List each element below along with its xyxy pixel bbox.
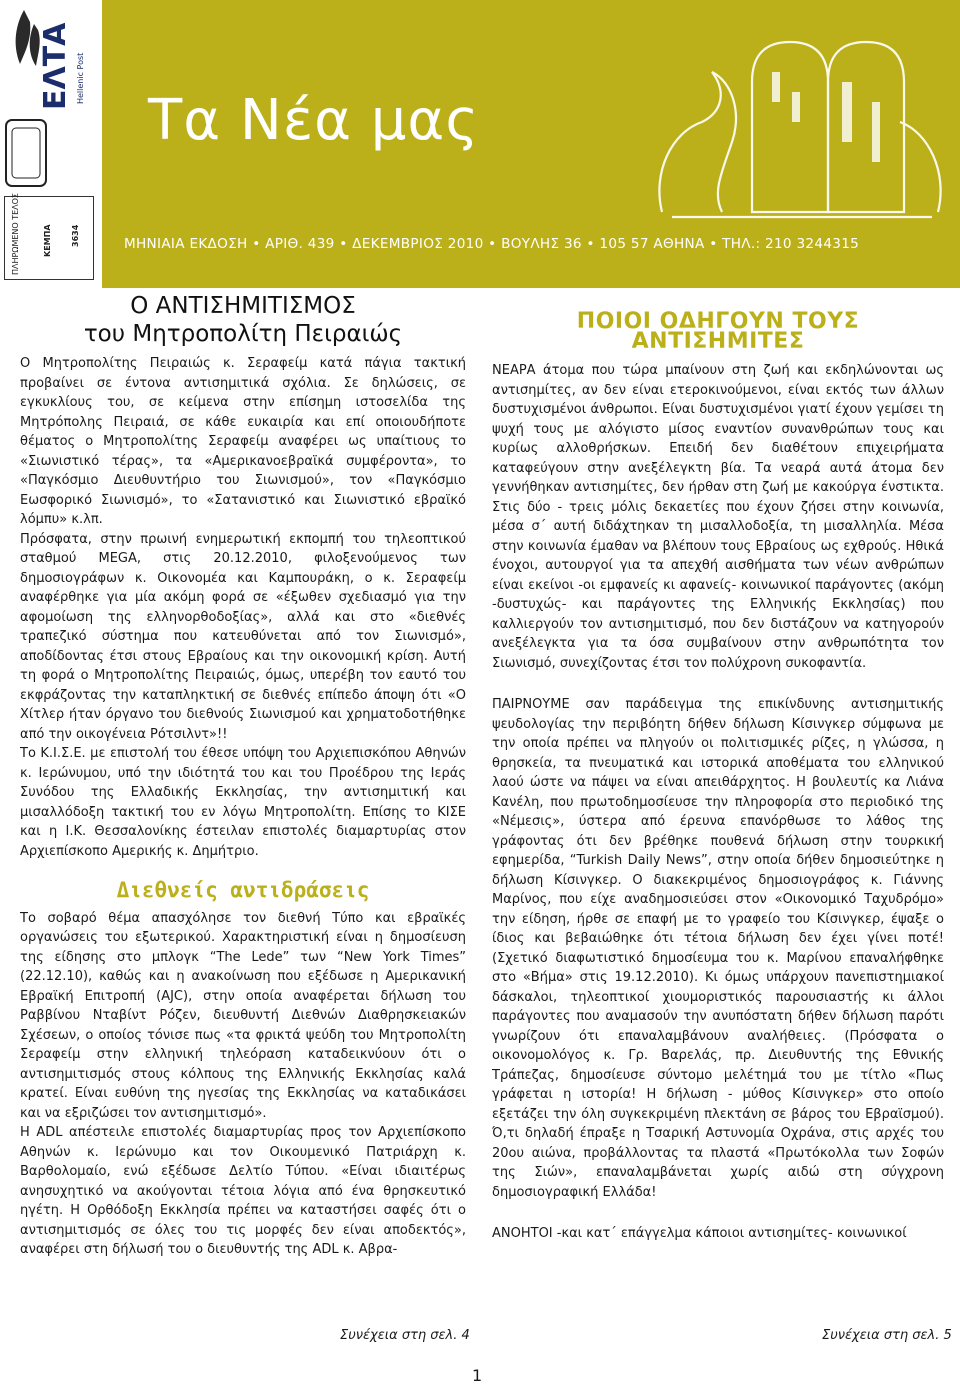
periodicals-badge [4,118,48,188]
right-article-title: ΠΟΙΟΙ ΟΔΗΓΟΥΝ ΤΟΥΣ ΑΝΤΙΣΗΜΙΤΕΣ [576,309,860,354]
section-title-international: Διεθνείς αντιδράσεις [116,878,370,902]
paid-label: ΠΛΗΡΩΜΕΝΟ ΤΕΛΟΣ [11,193,20,275]
elta-logo-text: ΕΛΤΑ [38,22,73,110]
article-paragraph-1: Ο Μητροπολίτης Πειραιώς κ. Σεραφείμ κατά πάγια τακτική προβαίνει σε έντονα αντισημιτικά σχόλια. Σε δηλώσεις, σε εγκυκλίους του, σε κείμενα στην επίσημη ιστοσελίδα της Μητρόπολης Πειραιά, σε κάθε ευκαιρία και επί οποιουδήποτε θέματος ο Μητροπολίτης Σεραφείμ αναφέρει ως υπαίτιους το «Σιωνιστικό τέρας», τα «Αμερικανοεβραϊκά συμφέροντα», το «Παγκόσμιο Διευθυντήριο του Σιωνισμού», τον «Παγκόσμιο Εωσφορικό Σιωνισμό», το «Σατανιστικό και Σιωνιστικό εβραϊκό λόμπυ» κ.λπ. [20,356,466,527]
page-number: 1 [472,1366,483,1385]
right-continued-note: Συνέχεια στη σελ. 5 [822,1328,952,1343]
paid-code: ΚΕΜΠΑ [43,224,52,257]
article-title-line2: του Μητροπολίτη Πειραιώς [83,321,403,347]
masthead-title: Τα Νέα μας [148,88,480,153]
left-column [20,292,466,1260]
right-paragraph-3: ΑΝΟΗΤΟΙ -και κατ΄ επάγγελμα κάποιοι αντισημίτες- κοινωνικοί [492,1226,907,1241]
article-title-line1: Ο ΑΝΤΙΣΗΜΙΤΙΣΜΟΣ [130,293,356,319]
masthead-info-line: ΜΗΝΙΑΙΑ ΕΚΔΟΣΗ • ΑΡΙΘ. 439 • ΔΕΚΕΜΒΡΙΟΣ 2010 • ΒΟΥΛΗΣ 36 • 105 57 ΑΘΗΝΑ • ΤΗΛ.: 210 3244315 [124,236,860,252]
article-paragraph-3: Το Κ.Ι.Σ.Ε. με επιστολή του έθεσε υπόψη του Αρχιεπισκόπου Αθηνών κ. Ιερώνυμου, υπό την ιδιότητά του και του Προέδρου της Ιεράς Συνόδου της Ελλαδικής Εκκλησίας, την αντισημιτική και μισαλλόδοξη τακτική του εν λόγω Μητροπολίτη. Επίσης το ΚΙΣΕ και η Ι.Κ. Θεσσαλονίκης έστειλαν επιστολές διαμαρτυρίας στον Αρχιεπίσκοπο Αμερικής κ. Δημήτριο. [20,746,466,859]
elta-logo-subtitle: Hellenic Post [76,52,85,104]
article-paragraph-2: Πρόσφατα, στην πρωινή ενημερωτική εκπομπή του τηλεοπτικού σταθμού MEGA, στις 20.12.2010, φιλοξενούμενος των δημοσιογράφων κ. Οικονομέα και Καμπουράκη, ο κ. Σεραφείμ αναφέρθηκε για μία ακόμη φορά σε «έξωθεν σχεδιασμό για την αφομοίωση της ελληνορθοδοξίας», αλλά και στο «διεθνές τραπεζικό σύστημα που κατευθύνεται από τον Σιωνισμό», αποδίδοντας έτσι στους Εβραίους και την οικονομική κρίση. Αυτή τη φορά ο Μητροπολίτης Πειραιώς, όμως, υπερέβη τον εαυτό του εκφράζοντας την καταπληκτική σε διεθνές επίπεδο άποψη ότι «Ο Χίτλερ ήταν όργανο του διεθνούς Σιωνισμού και χρηματοδοτήθηκε από την οικογένεια Ρότσιλντ»!! [20,531,466,742]
masthead [102,0,960,288]
paid-number: 3634 [71,224,80,247]
article-paragraph-4: Το σοβαρό θέμα απασχόλησε τον διεθνή Τύπο και εβραϊκές οργανώσεις του εξωτερικού. Χαρακτηριστική είναι η δημοσίευση της είδησης στο μπλογκ “The Lede” των “New York Times” (22.12.10), καθώς και η ανακοίνωση που εξέδωσε η Αμερικανική Εβραϊκή Επιτροπή (AJC), στην οποία αναφέρεται δήλωση του Ραββίνου Νταβίντ Ρόζεν, διευθυντή Διεθνών Διαθρησκειακών Σχέσεων, ο οποίος τόνισε πως «τα φρικτά ψεύδη του Μητροπολίτη Σεραφείμ στην ελληνική τηλεόραση καταδεικνύουν ότι ο αντισημιτισμός στους κόλπους της Ελληνικής Εκκλησίας καλά κρατεί. Είναι ευθύνη της ηγεσίας της Εκκλησίας να καταδικάσει και να εξριζώσει τον αντισημιτισμό». [20,910,466,1121]
right-column [492,292,944,1244]
tablets-emblem [632,12,957,232]
postage-paid-box [4,193,94,280]
postal-strip [0,0,100,290]
article-paragraph-5: Η ADL απέστειλε επιστολές διαμαρτυρίας προς τον Αρχιεπίσκοπο Αθηνών κ. Ιερώνυμο και τον Οικουμενικό Πατριάρχη κ. Βαρθολομαίο, ενώ εξέδωσε Δελτίο Τύπου. «Είναι ιδιαιτέρως ανησυχητικό να ακούγονται τέτοια λόγια από ένα θρησκευτικό ηγέτη. Η Ορθόδοξη Εκκλησία πρέπει να καταστήσει σαφές ότι ο αντισημιτισμός σε όλες του τις μορφές δεν είναι αποδεκτός», αναφέρει στη δήλωσή του ο διευθυντής της ADL κ. Αβρα- [20,1125,466,1257]
right-paragraph-2: ΠΑΙΡΝΟΥΜΕ σαν παράδειγμα της επικίνδυνης αντισημιτικής ψευδολογίας την περιβόητη δήθεν δήλωση Κίσινγκερ σύμφωνα με την οποία πρέπει να πληγούν οι πολιτισμικές ρίζες, η γλώσσα, η θρησκεία, τα πνευματικά και ιστορικά αποθέματα του ελληνικού λαού ώστε να πάψει να είναι απειθάρχητος. Η βουλευτίς κα Λιάνα Κανέλη, που πρωτοδημοσίευσε την πληροφορία στο περιοδικό της «Νέμεσις», ύστερα από έρευνα επανόρθωσε το λάθος της γράφοντας ότι δεν βρέθηκε πουθενά δήλωση στην τουρκική εφημερίδα, “Turkish Daily News”, στην οποία δήθεν δημοσιεύτηκε η δήλωση Κίσινγκερ. Ο διακεκριμένος δημοσιογράφος κ. Γιάννης Μαρίνος, που είχε αναδημοσιεύσει στον «Οικονομικό Ταχυδρόμο» την είδηση, ήρθε σε επαφή με το γραφείο του Κίσινγκερ, έψαξε ο ίδιος και βεβαιώθηκε ότι τέτοια δήλωση δεν έχει γίνει ποτέ! (Σχετικό διαφωτιστικό δημοσίευμα του κ. Μαρίνου επαναλήφθηκε στο «Βήμα» στις 19.12.2010). Κι όμως υπάρχουν πανεπιστημιακοί δάσκαλοι, τηλεοπτικοί χιουμοριστικός παρουσιαστής κι άλλοι παράγοντες που αναμασούν την ανυπόστατη δήθεν δήλωση παρότι γνωρίζουν ότι επαναλαμβάνουν αναλήθειες. (Πρόσφατα ο οικονομολόγος κ. Γρ. Βαρελάς, πρ. Διευθυντής της Εθνικής Τράπεζας, δημοσίευσε σύντομο μελέτημά του με τίτλο «Πως γράφεται η ιστορία! Η δήλωση - μύθος Κίσινγκερ» στο οποίο εξετάζει την όλη συγκεκριμένη πλεκτάνη σε βάρος του Εβραϊσμού). Ό,τι δηλαδή έπραξε η Τσαρική Αστυνομία Οχράνα, στις αρχές του 20ου αιώνα, προβάλλοντας τα πλαστά «Πρωτόκολλα των Σοφών της Σιών», επαναλαμβάνεται χωρίς αιδώ στη σύγχρονη δημοσιογραφική Ελλάδα! [492,697,944,1200]
left-continued-note: Συνέχεια στη σελ. 4 [340,1328,470,1343]
right-paragraph-1: ΝΕΑΡΑ άτομα που τώρα μπαίνουν στη ζωή και εκδηλώνονται ως αντισημίτες, αν δεν είναι ετεροκινούμενοι, είναι εκτός των άλλων δυστυχισμένοι άνθρωποι. Είναι δυστυχισμένοι γιατί έχουν γεμίσει τη ψυχή τους με αλόγιστο μίσος εναντίον συνανθρώπων τους και κυρίως αλλοθρήσκων. Επειδή δεν διαθέτουν επιχειρήματα καταφεύγουν στην ανεξέλεγκτη βία. Τα νεαρά αυτά άτομα δεν γεννήθηκαν αντισημίτες, δεν ήρθαν στη ζωή με κακούργα ένστικτα. Στις δύο - τρεις μόλις δεκαετίες που έχουν ζήσει στην κοινωνία, μέσα σ΄ αυτή διδάχτηκαν τη μισαλλοδοξία, τη μισαλληλία. Μέσα στην κοινωνία έμαθαν να βλέπουν τους Εβραίους ως εχθρούς. Ηθικά ένοχοι, αυτουργοί για τα απεχθή αισθήματα των νέων ανθρώπων είναι εκείνοι -οι εμφανείς κι αφανείς- κοινωνικοί παράγοντες (ακόμη -δυστυχώς- και παράγοντες της Ελληνικής Εκκλησίας) που καλλιεργούν τον αντισημιτισμό, που δεν διστάζουν να κατηγορούν ανεξέλεγκτα για τα όσα συμβαίνουν στην ανθρωπότητα τον Σιωνισμό, συνεχίζοντας έτσι τον πολύχρονη συκοφαντία. [492,363,944,671]
